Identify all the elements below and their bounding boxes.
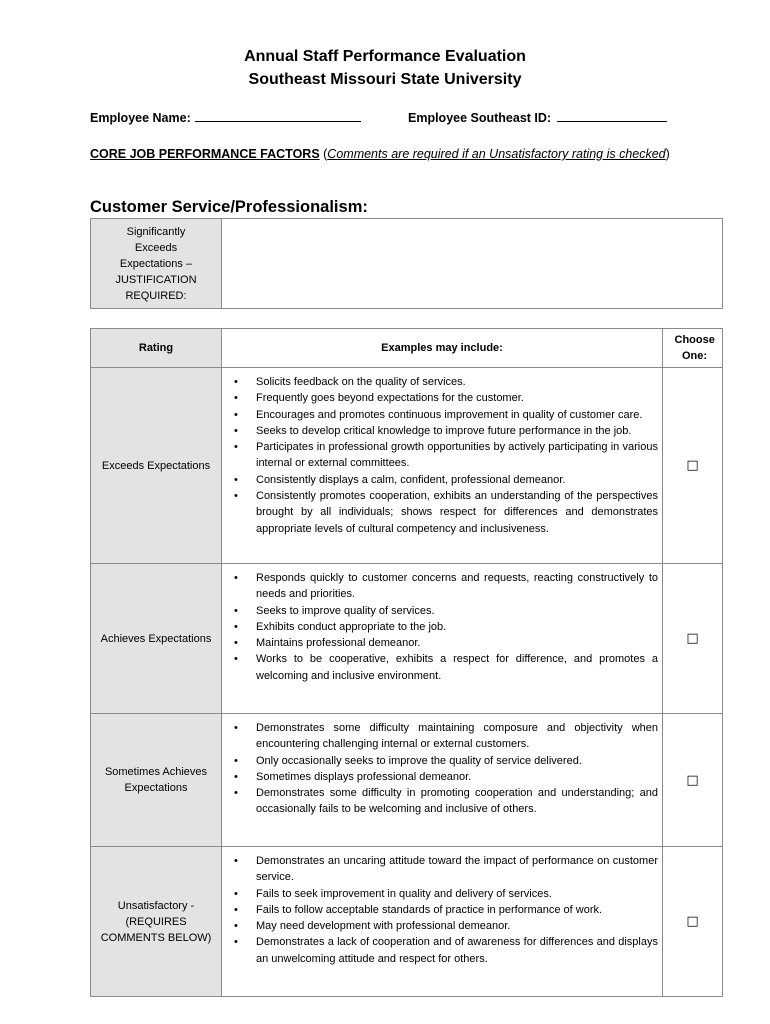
list-item: • Consistently promotes cooperation, exhibits an understanding of the perspectives brought by all individuals; shows respect for differences and demonstrates appropriate levels of cultural competency and inclusiveness. — [256, 488, 658, 537]
core-open-paren: ( — [319, 147, 328, 161]
examples-list — [222, 720, 662, 818]
employee-info-row — [90, 110, 690, 130]
list-item: • Fails to seek improvement in quality and delivery of services. — [256, 886, 658, 902]
examples-list — [222, 374, 662, 537]
list-item: • Demonstrates some difficulty maintaining composure and objectivity when encountering challenging internal or external customers. — [256, 720, 658, 753]
checkbox-achieves[interactable]: □ — [686, 631, 699, 646]
employee-name-blank[interactable] — [195, 110, 361, 122]
table-row — [91, 847, 723, 997]
list-item: • Demonstrates some difficulty in promoting cooperation and understanding; and occasionally fails to be welcoming and inclusive of others. — [256, 785, 658, 818]
rating-label — [91, 847, 222, 997]
list-item: • Responds quickly to customer concerns and requests, reacting constructively to needs and priorities. — [256, 570, 658, 603]
rating-label — [91, 714, 222, 847]
rating-label: Exceeds Expectations — [91, 368, 222, 564]
examples-cell — [222, 368, 663, 564]
list-item: • Encourages and promotes continuous improvement in quality of customer care. — [256, 407, 658, 423]
checkbox-exceeds[interactable]: □ — [686, 458, 699, 473]
list-item: • Fails to follow acceptable standards of practice in performance of work. — [256, 902, 658, 918]
list-item: • Frequently goes beyond expectations for the customer. — [256, 390, 658, 406]
section-title: Customer Service/Professionalism: — [90, 198, 368, 216]
choose-cell — [663, 714, 723, 847]
rating-label-text: Sometimes Achieves Expectations — [104, 766, 208, 794]
rating-label: Achieves Expectations — [91, 564, 222, 714]
examples-cell — [222, 714, 663, 847]
university-name: Southeast Missouri State University — [248, 71, 522, 88]
justification-table — [90, 218, 723, 309]
rating-label-text: Unsatisfactory - (REQUIRES COMMENTS BELOW) — [100, 899, 212, 944]
justification-field[interactable] — [222, 219, 723, 309]
core-factors-note: Comments are required if an Unsatisfactory rating is checked — [327, 147, 666, 161]
list-item: • Maintains professional demeanor. — [256, 635, 658, 651]
list-item: • Demonstrates an uncaring attitude toward the impact of performance on customer service. — [256, 853, 658, 886]
justification-label — [91, 219, 222, 309]
choose-cell — [663, 368, 723, 564]
choose-header — [663, 329, 723, 368]
checkbox-sometimes[interactable]: □ — [686, 772, 699, 788]
rating-table — [90, 328, 723, 997]
list-item: • Seeks to develop critical knowledge to improve future performance in the job. — [256, 423, 658, 439]
core-close-paren: ) — [665, 147, 670, 161]
list-item: • Demonstrates a lack of cooperation and of awareness for differences and displays an unwelcoming attitude and respect for others. — [256, 934, 658, 967]
employee-name-field[interactable] — [90, 110, 361, 125]
employee-name-label: Employee Name: — [90, 111, 191, 125]
employee-id-field[interactable] — [408, 110, 667, 125]
list-item: • Consistently displays a calm, confident, professional demeanor. — [256, 472, 658, 488]
employee-id-label: Employee Southeast ID: — [408, 111, 552, 125]
list-item: • Seeks to improve quality of services. — [256, 603, 658, 619]
core-factors-line — [90, 147, 670, 161]
table-row — [91, 714, 723, 847]
list-item: • Only occasionally seeks to improve the quality of service delivered. — [256, 753, 658, 769]
list-item: • Participates in professional growth opportunities by actively participating in various internal or external committees. — [256, 439, 658, 472]
choose-cell — [663, 847, 723, 997]
examples-cell — [222, 847, 663, 997]
table-row — [91, 368, 723, 564]
list-item: • Solicits feedback on the quality of services. — [256, 374, 658, 390]
checkbox-unsatisfactory[interactable]: □ — [686, 914, 699, 929]
justification-label-text: Significantly Exceeds Expectations – JUSTIFICATION REQUIRED: — [115, 225, 197, 302]
table-row — [91, 564, 723, 714]
rating-table-header — [91, 329, 723, 368]
rating-header: Rating — [91, 329, 222, 368]
examples-header: Examples may include: — [222, 329, 663, 368]
employee-id-blank[interactable] — [557, 110, 667, 122]
core-factors-heading: CORE JOB PERFORMANCE FACTORS — [90, 147, 320, 161]
examples-list — [222, 853, 662, 967]
examples-cell — [222, 564, 663, 714]
list-item: • Exhibits conduct appropriate to the job. — [256, 619, 658, 635]
examples-list — [222, 570, 662, 684]
choose-header-text: Choose One: — [674, 334, 715, 362]
list-item: • Sometimes displays professional demeanor. — [256, 769, 658, 785]
list-item: • Works to be cooperative, exhibits a respect for difference, and promotes a welcoming and inclusive environment. — [256, 651, 658, 684]
form-title: Annual Staff Performance Evaluation — [244, 48, 526, 65]
choose-cell — [663, 564, 723, 714]
list-item: • May need development with professional demeanor. — [256, 918, 658, 934]
